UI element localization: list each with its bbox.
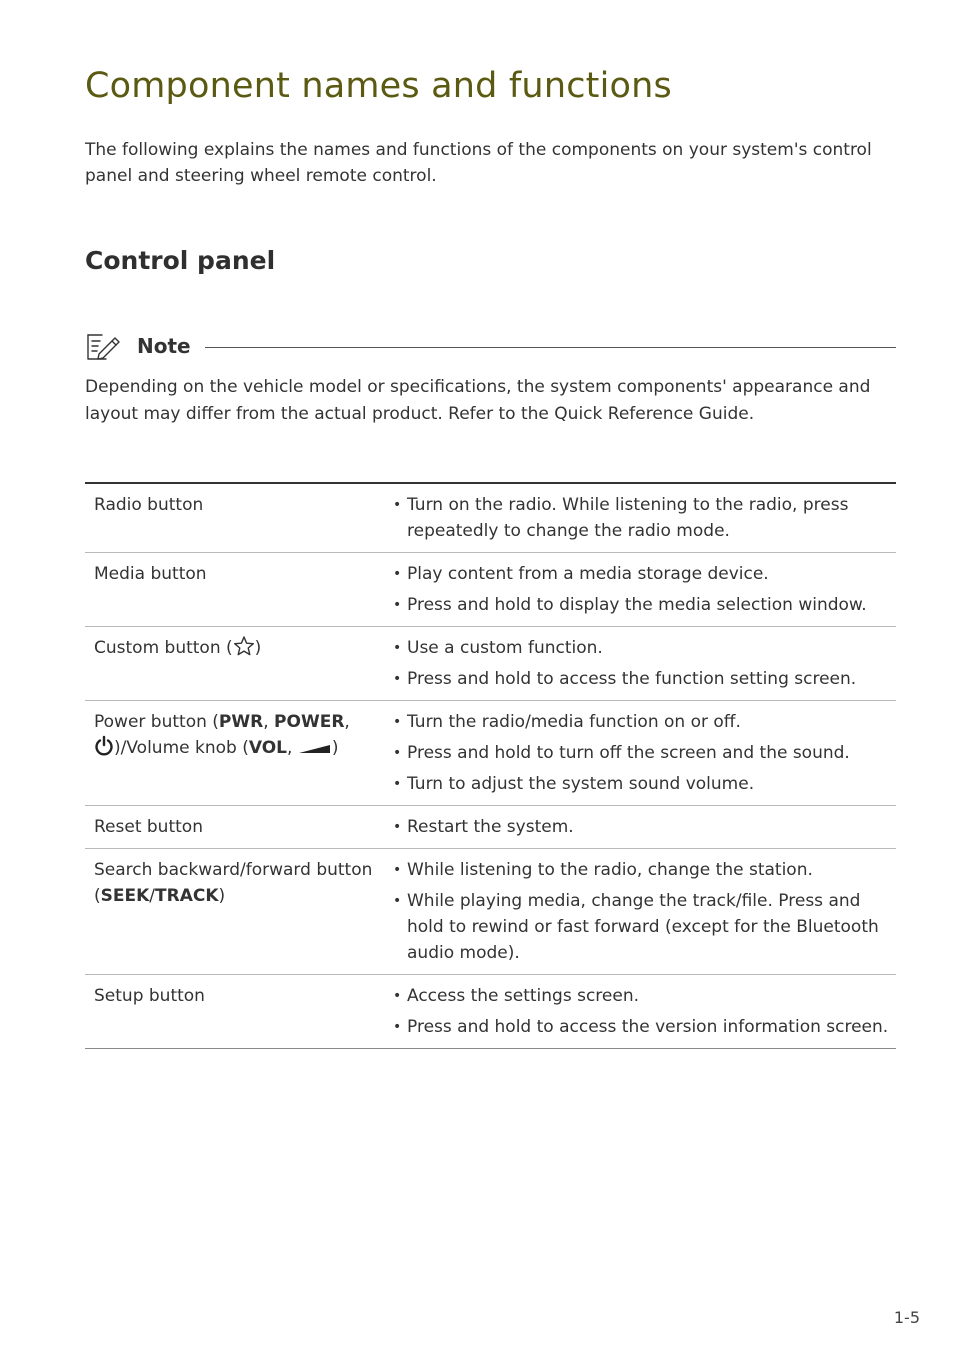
name-bold: VOL <box>248 738 287 758</box>
component-description <box>385 635 896 692</box>
list-item: • While listening to the radio, change the station. <box>391 857 896 883</box>
component-description <box>385 857 896 966</box>
table-row <box>85 975 896 1049</box>
name-text: , <box>287 738 298 758</box>
name-text: / <box>149 886 156 906</box>
component-name: Setup button <box>94 986 205 1006</box>
list-item: • Turn on the radio. While listening to the radio, press repeatedly to change the radio mode. <box>391 492 896 544</box>
name-text: )/Volume knob ( <box>114 738 249 758</box>
note-pencil-icon <box>85 330 121 362</box>
note-text: Depending on the vehicle model or specifications, the system components' appearance and layout may differ from the actual product. Refer to the Quick Reference Guide. <box>85 377 871 424</box>
name-text: , <box>263 712 275 732</box>
name-text: Search backward/forward button ( <box>94 860 373 906</box>
table-row <box>85 701 896 806</box>
name-bold: TRACK <box>155 886 219 906</box>
name-bold: POWER <box>274 712 345 732</box>
page-title: Component names and functions <box>85 66 672 106</box>
name-bold: SEEK <box>100 886 150 906</box>
section-heading: Control panel <box>85 246 276 275</box>
table-row <box>85 484 896 553</box>
list-item: • Access the settings screen. <box>391 983 896 1009</box>
list-item: • Press and hold to turn off the screen and the sound. <box>391 740 896 766</box>
table-row <box>85 806 896 849</box>
list-item: • Restart the system. <box>391 814 896 840</box>
list-item: • Turn to adjust the system sound volume. <box>391 771 896 797</box>
component-name <box>85 857 385 966</box>
component-description <box>385 983 896 1040</box>
name-bold: PWR <box>218 712 264 732</box>
name-text: , <box>344 712 350 732</box>
component-name: Radio button <box>94 495 204 515</box>
list-item: • Turn the radio/media function on or off. <box>391 709 896 735</box>
name-text: ) <box>331 738 339 758</box>
list-item: • Press and hold to access the function setting screen. <box>391 666 896 692</box>
intro-paragraph: The following explains the names and functions of the components on your system's control panel and steering wheel remote control. <box>85 140 872 186</box>
list-item: • Press and hold to access the version information screen. <box>391 1014 896 1040</box>
power-icon <box>94 735 114 765</box>
note-divider <box>205 347 896 348</box>
note-header <box>85 330 896 362</box>
name-text: Custom button ( <box>94 638 233 658</box>
table-row <box>85 627 896 701</box>
component-name: Media button <box>94 564 207 584</box>
component-table <box>85 482 896 1049</box>
page-number: 1-5 <box>893 1308 920 1327</box>
component-description <box>385 814 896 840</box>
list-item: • While playing media, change the track/file. Press and hold to rewind or fast forward (except for the Bluetooth audio mode). <box>391 888 896 966</box>
component-description <box>385 561 896 618</box>
volume-icon <box>298 739 332 765</box>
note-label: Note <box>137 334 191 358</box>
name-text: Power button ( <box>94 712 219 732</box>
list-item: • Play content from a media storage device. <box>391 561 896 587</box>
list-item: • Press and hold to display the media selection window. <box>391 592 896 618</box>
component-name: Reset button <box>94 817 203 837</box>
name-text: ) <box>218 886 226 906</box>
star-icon <box>233 635 255 665</box>
name-text: ) <box>254 638 262 658</box>
table-row <box>85 553 896 627</box>
list-item: • Use a custom function. <box>391 635 896 661</box>
table-row <box>85 849 896 975</box>
component-description <box>385 492 896 544</box>
component-description <box>385 709 896 797</box>
component-name <box>85 635 385 692</box>
component-name <box>85 709 385 797</box>
